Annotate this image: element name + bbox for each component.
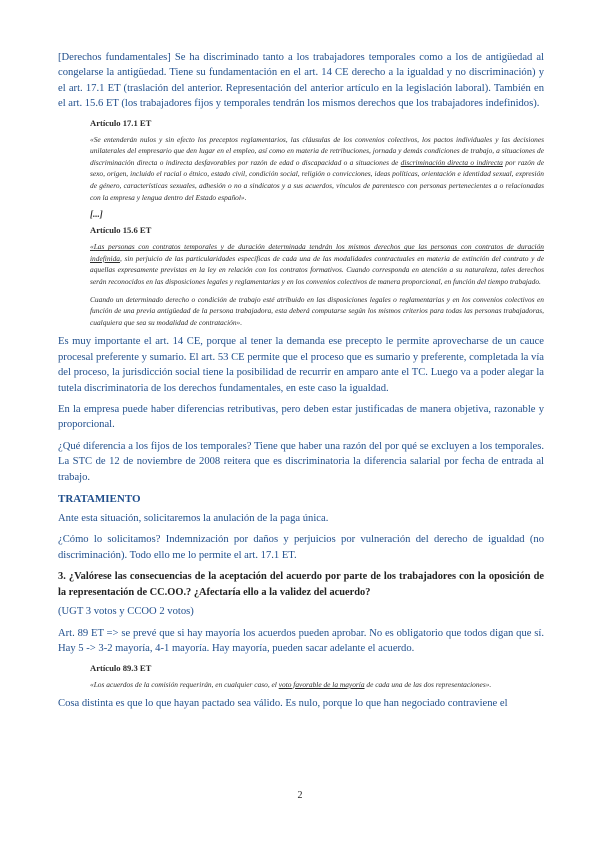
quote-text: «Se entenderán nulos y sin efecto los preceptos reglamentarios, las cláusulas de los convenios colectivos, los pactos individuales y las decisiones unilaterales del empresario que den lugar en el empleo, así como en materia de retribuciones, jornada y demás condiciones de trabajo, a situaciones de discriminación directa o indirecta desfavorables por razón de edad o discapacidad o a situaciones de [90,134,544,167]
article-15-6-quote-1 [90,241,544,287]
quote-text: por razón de sexo, origen, incluido el racial o étnico, estado civil, condición social, religión o convicciones, ideas políticas, orientación e identidad sexual, expresión de género, características sexuales, adhesión o no a sindicatos y a sus acuerdos, vínculos de parentesco con personas pertenecientes a o relacionadas con la empresa y lengua dentro del Estado español». [90,157,544,202]
section-heading-tratamiento: TRATAMIENTO [58,493,141,505]
paragraph-art-89-et: Art. 89 ET => se prevé que si hay mayoría los acuerdos pueden aprobar. No es obligatorio que todos digan que sí. Hay 5 -> 3-2 mayoría, 4-1 mayoría. Hay mayoría, pueden sacar adelante el acuerdo. [58,627,544,655]
paragraph-fijos-temporales: ¿Qué diferencia a los fijos de los temporales? Tiene que haber una razón del por qué se excluyen a los temporales. La STC de 12 de noviembre de 2008 reitera que es discriminatoria la diferencia salarial por fecha de entrada al trabajo. [58,440,544,483]
article-15-6-quote-2: Cuando un determinado derecho o condición de trabajo esté atribuido en las disposiciones legales o reglamentarias y en los convenios colectivos en función de una previa antigüedad de la persona trabajadora, esta deberá computarse según los mismos criterios para todas las personas trabajadoras, cualquiera que sea su modalidad de contratación». [90,294,544,327]
quote-text: , sin perjuicio de las particularidades específicas de cada una de las modalidades contractuales en materia de extinción del contrato y de aquellas expresamente previstas en la ley en relación con los contratos formativos. Cuando corresponda en atención a su naturaleza, tales derechos serán reconocidos en las disposiciones legales y reglamentarias y en los convenios colectivos de manera proporcional, en función del tiempo trabajado. [90,253,544,286]
paragraph-solicitud-anulacion: Ante esta situación, solicitaremos la anulación de la paga única. [58,513,329,524]
paragraph-art-14-ce: Es muy importante el art. 14 CE, porque al tener la demanda ese precepto le permite aprovecharse de un cauce procesal preferente y sumario. El art. 53 CE permite que el proceso que es sumario y preferente, completada la vía del proceso, la jurisdicción social tiene la posibilidad de recurrir en amparo ante el TC. Luego va a poder alegar la tutela discriminatoria de los derechos fundamentales, en este caso la igualdad. [58,336,544,394]
article-17-1-title: Artículo 17.1 ET [90,117,152,128]
article-17-1-quote [90,134,544,204]
quote-underlined-text: «Las personas con contratos temporales y de duración determinada tendrán los mismos derechos que las personas con contratos de duración indefinida [90,242,544,263]
quote-ellipsis: [...] [90,209,103,220]
page-number: 2 [297,790,303,801]
quote-text: «Los acuerdos de la comisión requerirán, en cualquier caso, el [90,679,279,689]
article-89-3-quote [90,679,544,691]
article-89-3-title: Artículo 89.3 ET [90,662,152,673]
paragraph-cosa-distinta: Cosa distinta es que lo que hayan pactado sea válido. Es nulo, porque lo que han negociado contraviene el [58,698,508,710]
paragraph-diferencias-retributivas: En la empresa puede haber diferencias retributivas, pero deben estar justificadas de manera objetiva, razonable y proporcional. [58,403,544,431]
quote-text: de cada una de las dos representaciones». [364,679,492,689]
quote-underlined-text: voto favorable de la mayoría [278,679,365,689]
paragraph-como-solicitamos: ¿Cómo lo solicitamos? Indemnización por daños y perjuicios por vulneración del derecho de igualdad (no discriminación). Todo ello me lo permite el art. 17.1 ET. [58,534,544,561]
paragraph-derechos-fundamentales: [Derechos fundamentales] Se ha discriminado tanto a los trabajadores temporales como a los de antigüedad al congelarse la antigüedad. Tiene su fundamentación en el art. 14 CE derecho a la igualdad y no discriminación) y el art. 17.1 ET (traslación del anterior. Representación del anterior artículo en la legislación laboral). También en el art. 15.6 ET (los trabajadores fijos y temporales tendrán los mismos derechos que los trabajadores indefinidos). [58,52,544,110]
question-3: 3. ¿Valórese las consecuencias de la aceptación del acuerdo por parte de los trabajadores con la oposición de la representación de CC.OO.? ¿Afectaría ello a la validez del acuerdo? [58,571,544,598]
document-page [58,50,544,718]
quote-underlined-text: discriminación directa o indirecta [400,157,503,167]
article-15-6-title: Artículo 15.6 ET [90,225,152,236]
paragraph-votos: (UGT 3 votos y CCOO 2 votos) [58,606,194,618]
